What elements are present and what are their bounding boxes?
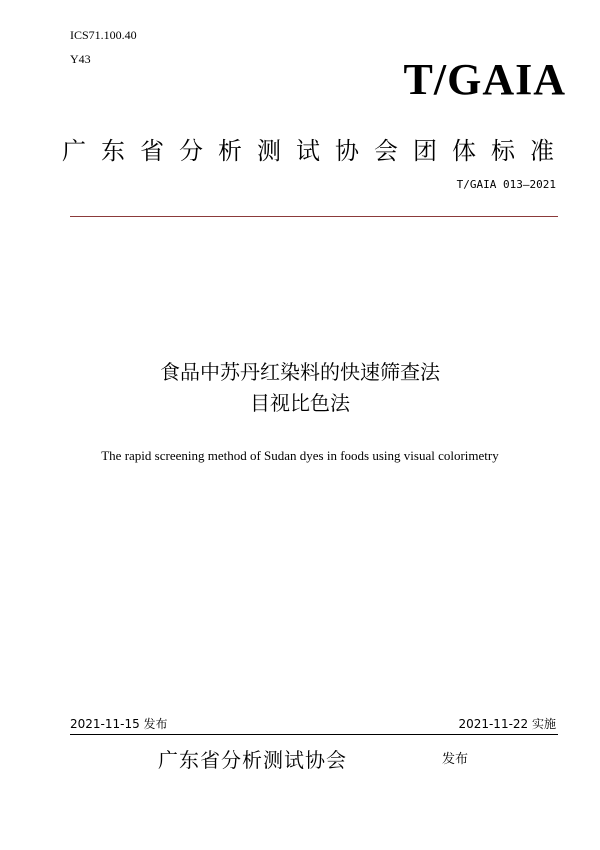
top-divider (70, 216, 558, 217)
issue-date: 2021-11-15 发布 (70, 717, 168, 731)
classification-code: Y43 (70, 52, 91, 66)
association-standard-title: 广东省分析测试协会团体标准 (62, 137, 569, 165)
publisher-name: 广东省分析测试协会 (158, 748, 347, 772)
publish-label: 发布 (442, 752, 469, 767)
bottom-divider (70, 734, 558, 735)
document-title: 食品中苏丹红染料的快速筛查法 (160, 360, 440, 384)
document-subtitle: 目视比色法 (250, 391, 350, 415)
standard-brand-logo: T/GAIA (403, 55, 566, 104)
standard-number: T/GAIA 013—2021 (456, 178, 556, 191)
ics-code: ICS71.100.40 (70, 28, 137, 42)
english-title: The rapid screening method of Sudan dyes in foods using visual colorimetry (101, 448, 499, 463)
implementation-date: 2021-11-22 实施 (458, 717, 556, 731)
